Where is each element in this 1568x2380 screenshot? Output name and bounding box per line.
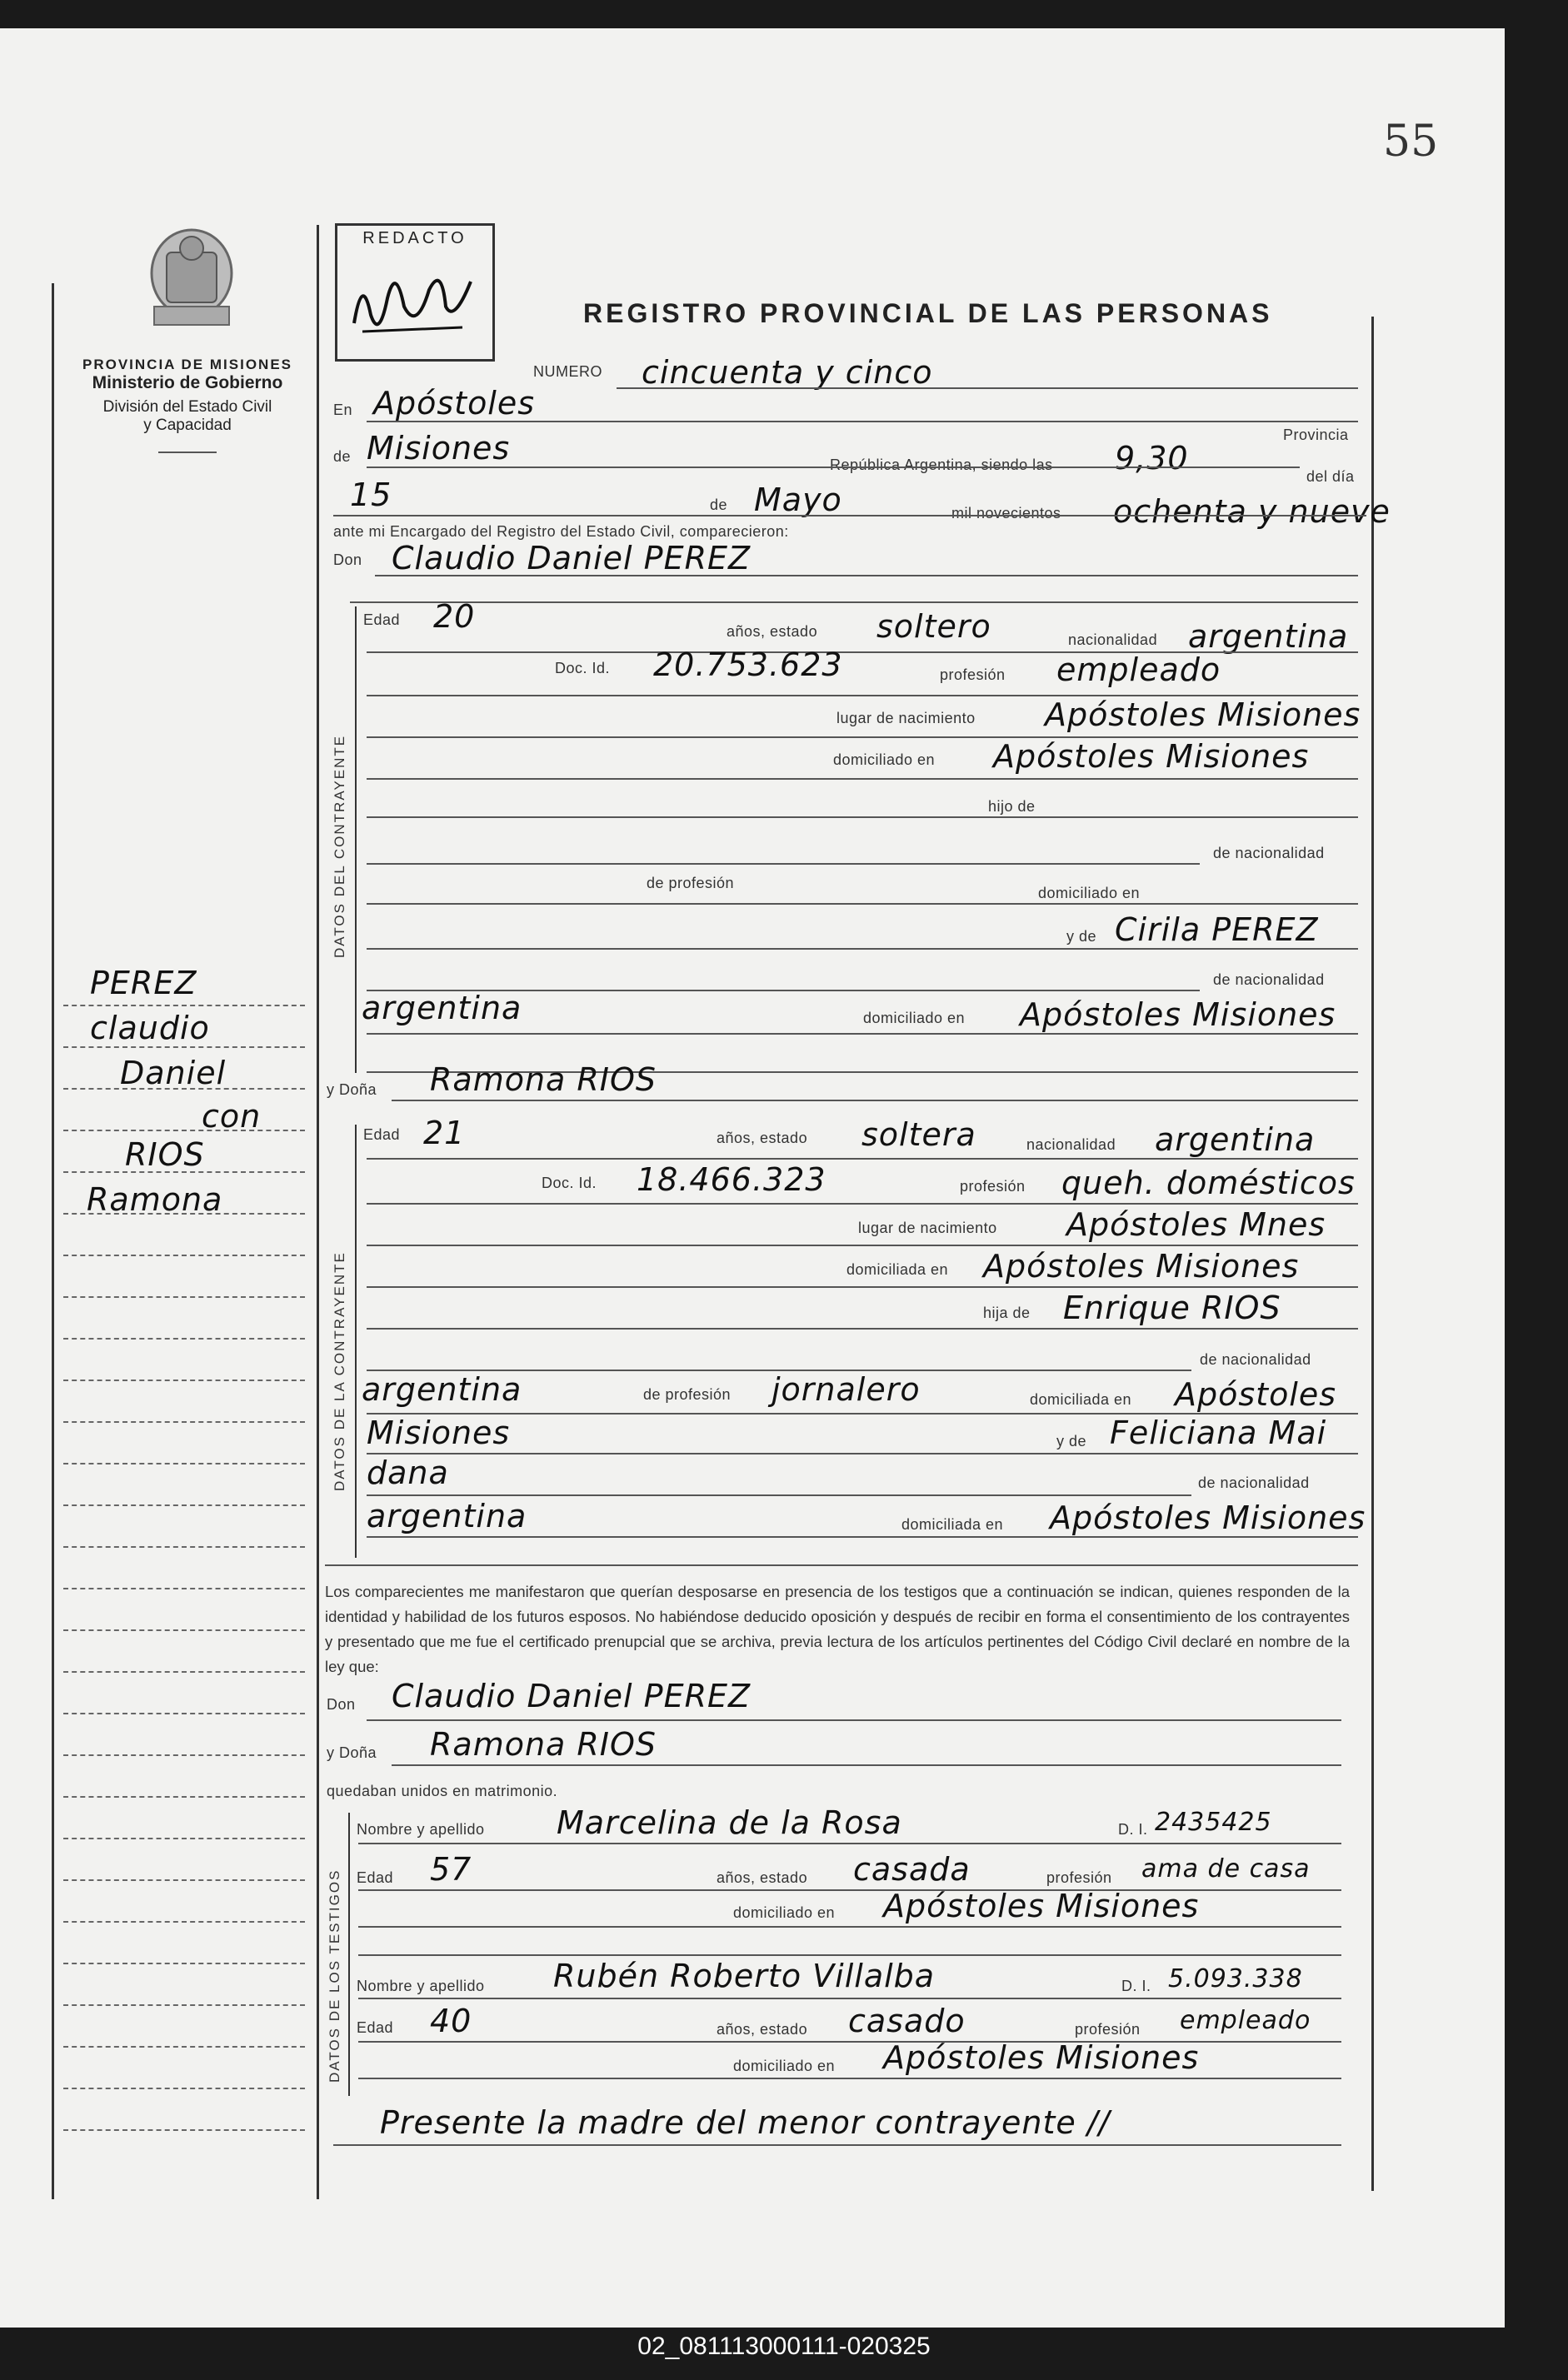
bride-madre-domicilio: Apóstoles Misiones xyxy=(1050,1499,1366,1536)
rule xyxy=(358,2078,1341,2079)
margin-rule xyxy=(63,1005,305,1006)
profesion-label-w1: profesión xyxy=(1046,1869,1112,1886)
witness2-profesion: empleado xyxy=(1180,2006,1311,2035)
margin-rule xyxy=(63,1171,305,1173)
di-label-1: D. I. xyxy=(1118,1821,1148,1838)
division-label-2: y Capacidad xyxy=(143,417,232,434)
domiciliado-label-2: domiciliado en xyxy=(1038,885,1141,901)
groom-profesion: empleado xyxy=(1056,651,1221,688)
rule xyxy=(333,2144,1341,2146)
profesion-label-2: profesión xyxy=(960,1178,1026,1195)
rule xyxy=(375,575,1358,576)
rule xyxy=(367,1453,1358,1454)
bride-madre-2: dana xyxy=(367,1454,449,1491)
profesion-label: profesión xyxy=(940,666,1006,683)
margin-rule xyxy=(63,1338,305,1340)
bride-madre-nacionalidad: argentina xyxy=(367,1498,527,1534)
coat-of-arms-icon xyxy=(142,223,242,340)
margin-bride-name: Ramona xyxy=(87,1181,223,1218)
bride-lugar-nacimiento: Apóstoles Mnes xyxy=(1066,1206,1326,1243)
y-de-label: y de xyxy=(1066,928,1097,945)
footer-id: 02_081113000111-020325 xyxy=(637,2333,931,2360)
nacionalidad-label-2: nacionalidad xyxy=(1026,1136,1116,1153)
division-label: División del Estado Civil xyxy=(102,398,272,416)
anos-estado-label: años, estado xyxy=(727,623,818,640)
anos-estado-label-2: años, estado xyxy=(717,1130,808,1146)
groom-madre-domicilio: Apóstoles Misiones xyxy=(1020,996,1336,1033)
bride-nombre: Ramona RIOS xyxy=(430,1061,657,1098)
domiciliada-label: domiciliada en xyxy=(846,1261,949,1278)
domiciliado-label-3: domiciliado en xyxy=(863,1010,966,1026)
hora-value: 9,30 xyxy=(1115,440,1189,476)
rule xyxy=(367,903,1358,905)
margin-rule xyxy=(63,2088,305,2089)
witness2-di: 5.093.338 xyxy=(1168,1964,1303,1993)
y-de-label-2: y de xyxy=(1056,1433,1087,1449)
bride-section-line xyxy=(355,1125,357,1558)
de-profesion-label: de profesión xyxy=(647,875,735,891)
declared-don: Claudio Daniel PEREZ xyxy=(392,1678,752,1714)
domiciliado-label: domiciliado en xyxy=(833,751,936,768)
provincia-value: Misiones xyxy=(367,430,511,467)
bride-padre: Enrique RIOS xyxy=(1063,1290,1281,1326)
rule xyxy=(367,1494,1191,1496)
bride-madre-1: Feliciana Mai xyxy=(1110,1415,1327,1451)
handwritten-note: Presente la madre del menor contrayente // xyxy=(380,2104,1111,2141)
rule xyxy=(367,1719,1341,1721)
rule xyxy=(367,1203,1358,1205)
margin-rule xyxy=(63,1588,305,1589)
rule xyxy=(367,1033,1358,1035)
witness1-profesion: ama de casa xyxy=(1141,1854,1311,1884)
margin-rule xyxy=(63,1963,305,1964)
don-label-2: Don xyxy=(327,1696,356,1713)
groom-doc: 20.753.623 xyxy=(653,646,843,683)
witness-section-line xyxy=(348,1813,350,2096)
groom-estado: soltero xyxy=(876,608,991,645)
lugar-nacimiento-label-2: lugar de nacimiento xyxy=(858,1220,997,1236)
witness-section-label: DATOS DE LOS TESTIGOS xyxy=(327,1869,342,2083)
de-label: de xyxy=(333,448,352,465)
divider xyxy=(158,452,217,453)
legal-paragraph: Los comparecientes me manifestaron que querían desposarse en presencia de los testigos que a continuación se indican, quienes responden de la identidad y habilidad de los futuros esposos. No habiéndose deducido oposición y después de recibir en forma el consentimiento de los contrayentes y presentado que me fue el certificado prenupcial que se archiva, previa lectura de los artículos pertinentes del Código Civil declaré en nombre de la ley que: xyxy=(325,1583,1350,1675)
groom-nacionalidad: argentina xyxy=(1188,618,1349,655)
numero-label: NUMERO xyxy=(533,363,602,380)
domiciliada-label-3: domiciliada en xyxy=(901,1516,1004,1533)
witness1-nombre: Marcelina de la Rosa xyxy=(557,1804,902,1841)
de-profesion-label-2: de profesión xyxy=(643,1386,732,1403)
edad-label-w2: Edad xyxy=(357,2019,394,2036)
margin-rule xyxy=(63,1838,305,1839)
edad-label: Edad xyxy=(363,611,401,628)
margin-rule xyxy=(63,1629,305,1631)
nombre-label-2: Nombre y apellido xyxy=(357,1978,485,1994)
margin-surname: PEREZ xyxy=(90,965,197,1001)
rule xyxy=(367,1245,1358,1246)
hijo-de-label: hijo de xyxy=(988,798,1036,815)
de-nacionalidad-label-3: de nacionalidad xyxy=(1200,1351,1311,1368)
margin-rule xyxy=(63,1421,305,1423)
bride-estado: soltera xyxy=(861,1116,976,1153)
margin-bride-surname: RIOS xyxy=(125,1136,205,1173)
rule xyxy=(367,1536,1358,1538)
left-margin-line xyxy=(52,283,54,2199)
de-nacionalidad-label-4: de nacionalidad xyxy=(1198,1474,1310,1491)
rule xyxy=(333,515,1366,516)
groom-domicilio: Apóstoles Misiones xyxy=(993,738,1310,775)
margin-rule xyxy=(63,1463,305,1464)
rule xyxy=(358,1926,1341,1928)
domiciliado-label-w1: domiciliado en xyxy=(733,1904,836,1921)
witness2-domicilio: Apóstoles Misiones xyxy=(883,2039,1200,2076)
del-dia-label: del día xyxy=(1306,468,1355,485)
anio-value: ochenta y nueve xyxy=(1113,493,1391,530)
domiciliado-label-w2: domiciliado en xyxy=(733,2058,836,2074)
margin-middle-name: Daniel xyxy=(120,1055,227,1091)
witness1-di: 2435425 xyxy=(1155,1808,1272,1837)
nombre-label-1: Nombre y apellido xyxy=(357,1821,485,1838)
bride-padre-domicilio-2: Misiones xyxy=(367,1415,511,1451)
y-dona-label-2: y Doña xyxy=(327,1744,377,1761)
province-label: PROVINCIA DE MISIONES xyxy=(82,357,292,372)
anos-estado-label-w1: años, estado xyxy=(717,1869,808,1886)
republica-label: República Argentina, siendo las xyxy=(830,457,1053,473)
witness1-domicilio: Apóstoles Misiones xyxy=(883,1888,1200,1924)
declared-dona: Ramona RIOS xyxy=(430,1726,657,1763)
dia-value: 15 xyxy=(350,476,392,513)
bride-padre-profesion: jornalero xyxy=(772,1371,921,1408)
groom-lugar-nacimiento: Apóstoles Misiones xyxy=(1045,696,1361,733)
margin-rule xyxy=(63,1046,305,1048)
rule xyxy=(392,1764,1341,1766)
margin-rule xyxy=(63,2004,305,2006)
signature-icon xyxy=(337,248,487,348)
rule xyxy=(325,1564,1358,1566)
bride-nacionalidad: argentina xyxy=(1155,1121,1316,1158)
redacto-label: REDACTO xyxy=(362,229,467,247)
domiciliada-label-2: domiciliada en xyxy=(1030,1391,1132,1408)
numero-value: cincuenta y cinco xyxy=(642,354,933,391)
bride-profesion: queh. domésticos xyxy=(1061,1165,1356,1201)
groom-edad: 20 xyxy=(433,598,476,635)
witness2-estado: casado xyxy=(848,2003,966,2039)
de-mes-label: de xyxy=(710,496,728,513)
rule xyxy=(350,601,1358,603)
margin-con: con xyxy=(202,1098,262,1135)
bride-edad: 21 xyxy=(423,1115,466,1151)
groom-madre-nacionalidad: argentina xyxy=(362,990,522,1026)
rule xyxy=(358,1954,1341,1956)
lugar-nacimiento-label: lugar de nacimiento xyxy=(836,710,976,726)
hija-de-label: hija de xyxy=(983,1305,1031,1321)
margin-rule xyxy=(63,1213,305,1215)
doc-label-2: Doc. Id. xyxy=(542,1175,597,1191)
margin-rule xyxy=(63,1546,305,1548)
rule xyxy=(367,816,1358,818)
redacto-stamp xyxy=(335,223,495,362)
rule xyxy=(367,1158,1358,1160)
rule xyxy=(617,387,1358,389)
margin-rule xyxy=(63,1754,305,1756)
bride-padre-nacionalidad: argentina xyxy=(362,1371,522,1408)
edad-label-w1: Edad xyxy=(357,1869,394,1886)
nacionalidad-label: nacionalidad xyxy=(1068,631,1158,648)
en-value: Apóstoles xyxy=(373,385,536,422)
margin-rule xyxy=(63,1255,305,1256)
rule xyxy=(367,1286,1358,1288)
de-nacionalidad-label: de nacionalidad xyxy=(1213,845,1325,861)
anos-estado-label-w2: años, estado xyxy=(717,2021,808,2038)
bride-doc: 18.466.323 xyxy=(637,1161,826,1198)
witness1-estado: casada xyxy=(853,1851,971,1888)
main-right-line xyxy=(1371,317,1374,2191)
bride-domicilio: Apóstoles Misiones xyxy=(983,1248,1300,1285)
margin-rule xyxy=(63,1796,305,1798)
margin-rule xyxy=(63,1296,305,1298)
groom-madre: Cirila PEREZ xyxy=(1115,911,1319,948)
witness2-edad: 40 xyxy=(430,2003,472,2039)
de-nacionalidad-label-2: de nacionalidad xyxy=(1213,971,1325,988)
ministry-label: Ministerio de Gobierno xyxy=(92,373,283,392)
don-value: Claudio Daniel PEREZ xyxy=(392,540,752,576)
provincia-label: Provincia xyxy=(1283,427,1349,443)
rule xyxy=(367,778,1358,780)
institution-block xyxy=(58,357,317,453)
di-label-2: D. I. xyxy=(1121,1978,1151,1994)
margin-rule xyxy=(63,1130,305,1131)
y-dona-label: y Doña xyxy=(327,1081,377,1098)
rule xyxy=(358,1998,1341,1999)
doc-label: Doc. Id. xyxy=(555,660,611,676)
margin-rule xyxy=(63,1380,305,1381)
profesion-label-w2: profesión xyxy=(1075,2021,1141,2038)
mes-value: Mayo xyxy=(754,481,842,518)
groom-section-label: DATOS DEL CONTRAYENTE xyxy=(332,734,347,958)
rule xyxy=(367,948,1358,950)
margin-rule xyxy=(63,1713,305,1714)
ante-mi-label: ante mi Encargado del Registro del Estado Civil, comparecieron: xyxy=(333,523,789,540)
rule xyxy=(392,1100,1358,1101)
margin-first-name: claudio xyxy=(90,1010,210,1046)
witness1-edad: 57 xyxy=(430,1851,472,1888)
en-label: En xyxy=(333,402,353,418)
margin-rule xyxy=(63,2129,305,2131)
page-number: 55 xyxy=(1383,117,1439,167)
page-title: REGISTRO PROVINCIAL DE LAS PERSONAS xyxy=(583,298,1273,328)
rule xyxy=(367,421,1358,422)
rule xyxy=(367,863,1200,865)
rule xyxy=(358,1843,1341,1844)
witness2-nombre: Rubén Roberto Villalba xyxy=(553,1958,936,1994)
main-left-line xyxy=(317,225,319,2199)
margin-rule xyxy=(63,1879,305,1881)
mil-novecientos-label: mil novecientos xyxy=(951,505,1061,521)
rule xyxy=(367,467,1300,468)
margin-rule xyxy=(63,1921,305,1923)
edad-label-2: Edad xyxy=(363,1126,401,1143)
margin-rule xyxy=(63,1088,305,1090)
don-label: Don xyxy=(333,551,362,568)
groom-section-line xyxy=(355,606,357,1073)
quedaban-label: quedaban unidos en matrimonio. xyxy=(327,1783,558,1799)
margin-rule xyxy=(63,1504,305,1506)
margin-rule xyxy=(63,2046,305,2048)
rule xyxy=(367,1328,1358,1330)
margin-rule xyxy=(63,1671,305,1673)
bride-section-label: DATOS DE LA CONTRAYENTE xyxy=(332,1251,347,1491)
bride-padre-domicilio-1: Apóstoles xyxy=(1175,1376,1337,1413)
